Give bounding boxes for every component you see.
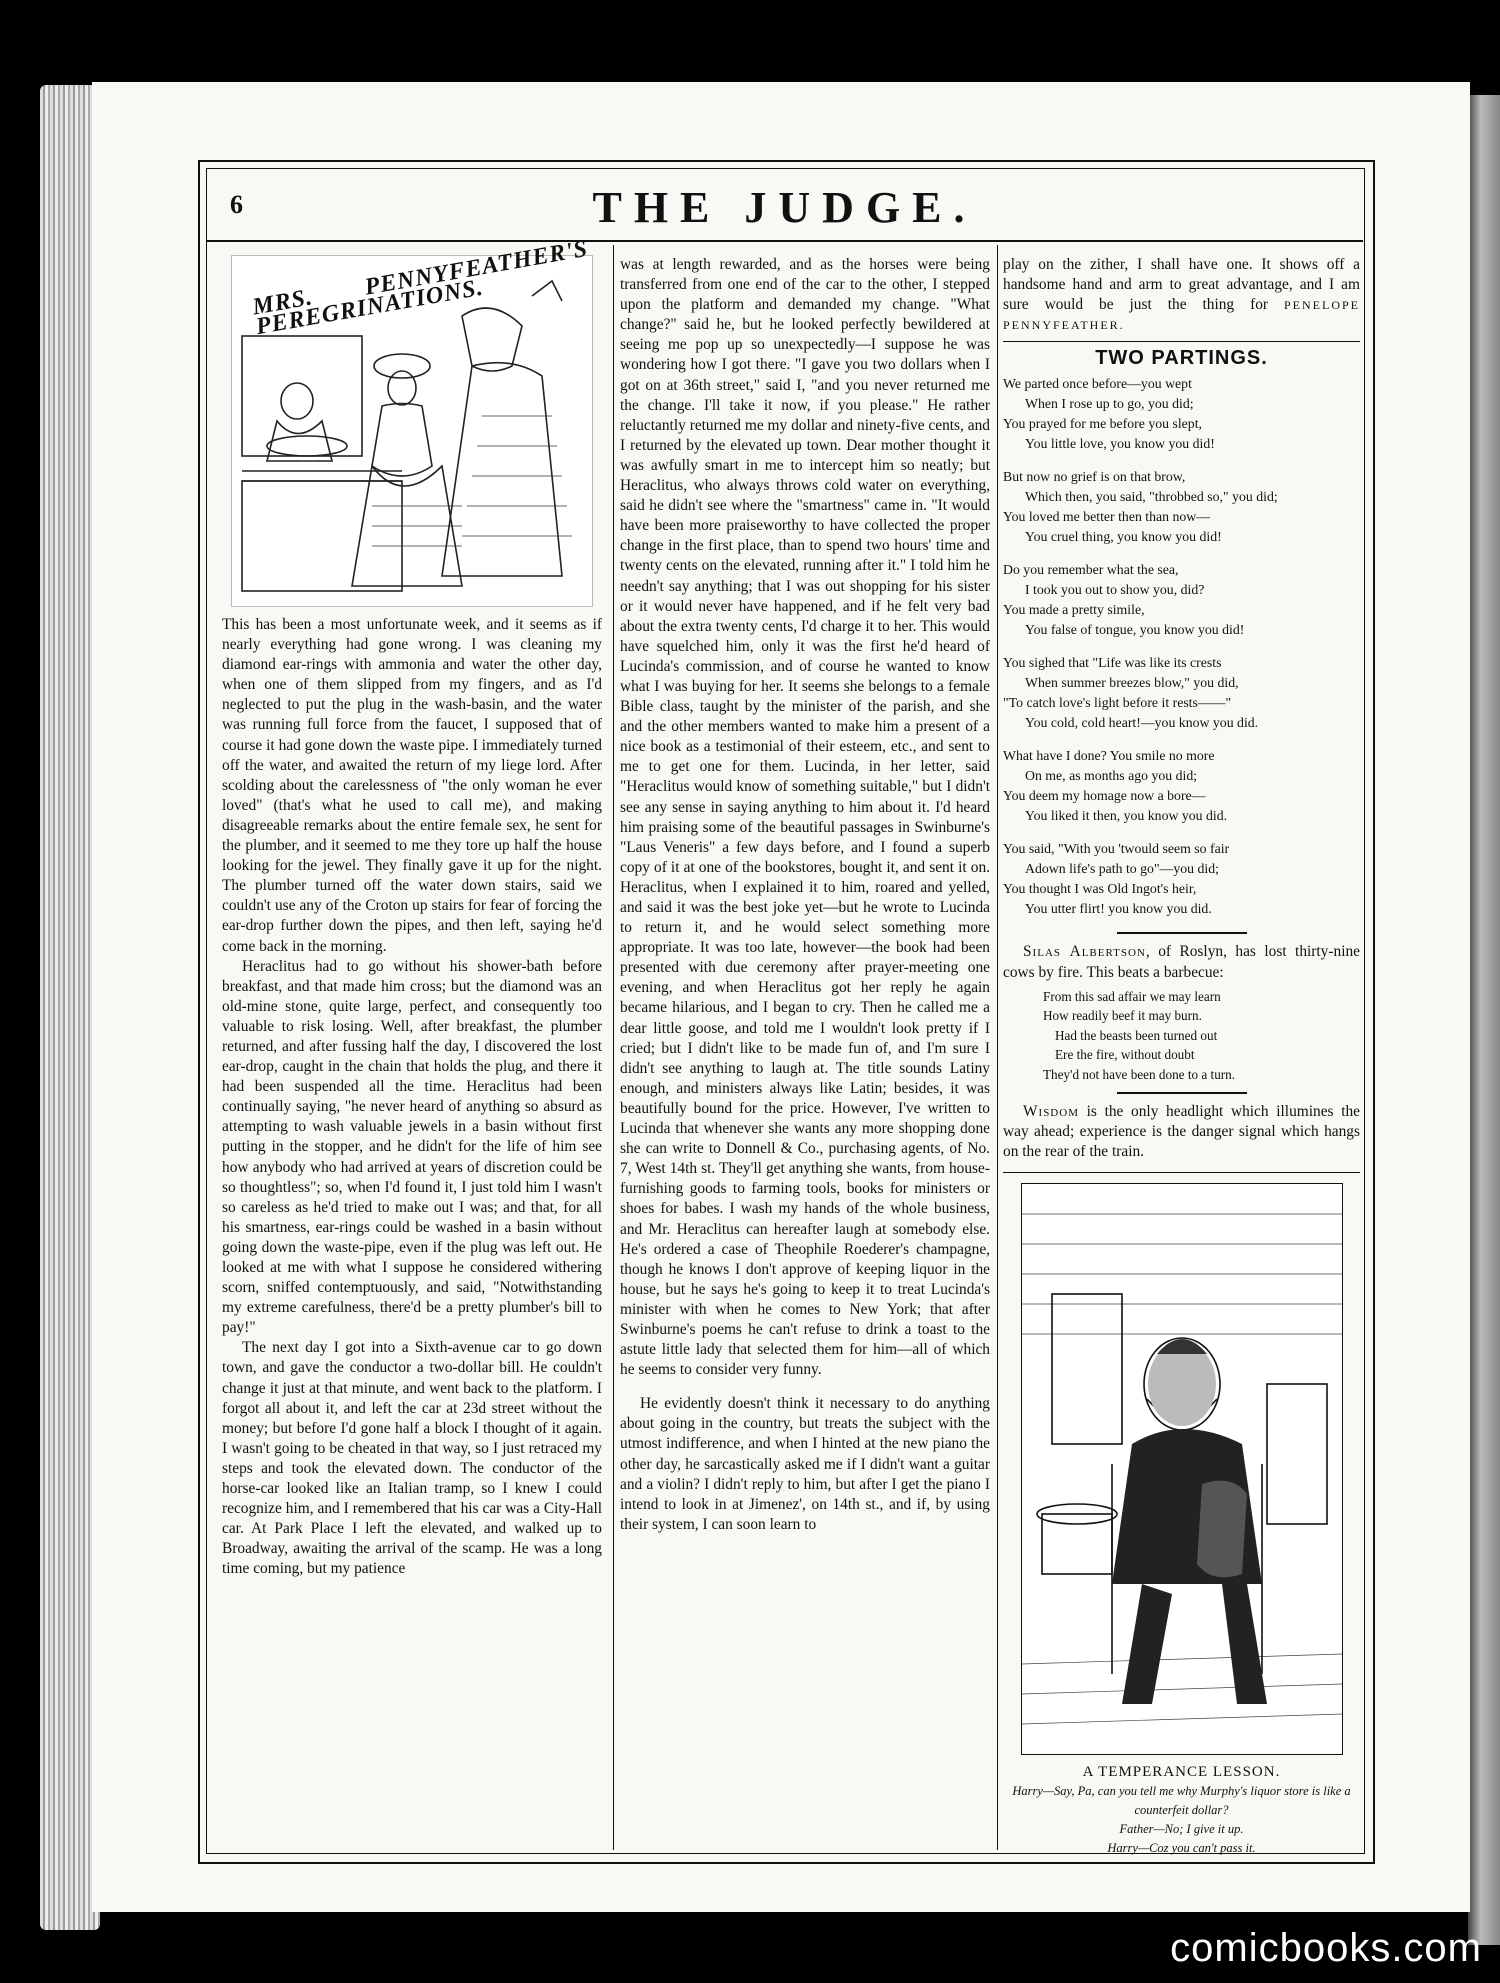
illustration-title: MRS. PENNYFEATHER'S PEREGRINATIONS. bbox=[250, 235, 590, 341]
poem-line: When summer breezes blow," you did, bbox=[1025, 675, 1239, 691]
poem-line: You sighed that "Life was like its crests bbox=[1003, 655, 1222, 671]
poem-line: When I rose up to go, you did; bbox=[1025, 396, 1194, 412]
section-rule bbox=[1117, 932, 1247, 934]
poem-line: You made a pretty simile, bbox=[1003, 602, 1145, 618]
book-binding-edge bbox=[40, 85, 100, 1930]
site-watermark: comicbooks.com bbox=[1170, 1926, 1482, 1970]
verse-line: They'd not have been done to a turn. bbox=[1043, 1066, 1236, 1082]
poem-line: Which then, you said, "throbbed so," you did; bbox=[1025, 489, 1278, 505]
poem-stanza bbox=[1003, 467, 1360, 547]
signature: PENELOPE PENNYFEATHER. bbox=[1003, 298, 1360, 333]
poem-stanza bbox=[1003, 746, 1360, 826]
paragraph-text: , of Roslyn, has lost thirty-nine cows by fire. This beats a barbecue: bbox=[1003, 943, 1361, 981]
paragraph bbox=[1003, 942, 1360, 982]
verse-line: How readily beef it may burn. bbox=[1043, 1008, 1202, 1024]
poem-line: You liked it then, you know you did. bbox=[1025, 808, 1228, 824]
column-divider-1 bbox=[613, 245, 614, 1850]
cartoon-caption bbox=[1003, 1763, 1360, 1858]
column-1 bbox=[222, 235, 602, 1580]
poem-line: "To catch love's light before it rests——" bbox=[1003, 695, 1232, 711]
paragraph: was at length rewarded, and as the horses were being transferred from one end of the car to the other, I stepped upon the platform and demanded my change. "What change?" said he, but he looked perfectly bewildered at seeing me pop up so unexpectedly—I suppose he was wondering how I got there. "I gave you two dollars when I got on at 36th street," said I, "and you never returned me the change. I'll take it now, if you please." He rather reluctantly returned me my dollar and ninety-five cents, and I returned by the elevated up town. Dear mother thought it was awfully smart in me to intercept him so neatly; but Heraclitus, who always throws cold water on everything, said he didn't see where the "smartness" came in. "It would have been more praiseworthy to have collected the proper change in the first place, than to spend two hours' time and twenty cents on the elevated, running after it." I told him he needn't say anything; that I was out shopping for his sister or it would never have happened, and if he felt very bad about the extra twenty cents, I'd charge it to her. This would have squelched him, only it was the first he'd heard of Lucinda's commission, and of course he wanted to know what I was buying for her. It seems she belongs to a female Bible class, taught by the minister of the parish, and she and the other members wanted to make him a present of a nice book as a testimonial of their esteem, etc., and sent to me to get one for them. Lucinda, in her letter, said "Heraclitus would know of something suitable," but I didn't see any sense in saying anything to him about it. I'd heard him praising some of the beautiful passages in Swinburne's "Laus Veneris" a few days before, and I found a superb copy of it at one of the bookstores, bought it, and sent it on. Heraclitus, when I explained it to him, roared and yelled, and said it was the best joke yet—but he wrote to Lucinda to return it, and he would select something more appropriate. It was too late, however—the book had been presented with due ceremony after prayer-meeting one evening, and when Heraclitus got her reply he again became hilarious, and I began to cry. Then he called me a dear little goose, and told me I wouldn't look pretty if I cried; but I didn't like to be made fun of, and I'm sure I didn't see anything to laugh at. The title sounds Latiny enough, and ministers always like Latin; besides, it was beautifully bound for the price. However, I've written to Lucinda that whenever she wants any more shopping done she can write to Donnell & Co., purchasing agents, of No. 7, West 14th st. They'll get anything she wants, from house-furnishing goods to farming tools, books for ministers or shoes for babes. I wash my hands of the whole business, and Mr. Heraclitus can hereafter laugh at somebody else. He's ordered a case of Theophile Roederer's champagne, though he knows I don't approve of keeping liquor in the house, but he says he's going to keep it to treat Lucinda's minister with when he comes to New York; that after Swinburne's poems he can't refuse to drink a toast to the astute little lady that selected them for him—all of which he seems to consider very funny. bbox=[620, 256, 990, 1379]
section-rule bbox=[1003, 341, 1360, 342]
cartoon-drawing bbox=[1022, 1184, 1342, 1754]
masthead-rule bbox=[206, 240, 1363, 242]
page-number: 6 bbox=[230, 190, 243, 219]
verse-line: Had the beasts been turned out bbox=[1055, 1027, 1218, 1043]
paragraph bbox=[1003, 255, 1360, 335]
poem-line: Adown life's path to go"—you did; bbox=[1025, 861, 1219, 877]
temperance-cartoon bbox=[1021, 1183, 1343, 1755]
facing-page-edge bbox=[1468, 95, 1500, 1945]
pennyfeather-illustration bbox=[231, 235, 593, 607]
poem-title: TWO PARTINGS. bbox=[1095, 347, 1268, 370]
poem-line: We parted once before—you wept bbox=[1003, 376, 1192, 392]
poem-line: What have I done? You smile no more bbox=[1003, 748, 1215, 764]
poem-line: You little love, you know you did! bbox=[1025, 436, 1215, 452]
poem-line: You deem my homage now a bore— bbox=[1003, 788, 1206, 804]
caption-line: Harry—Coz you can't pass it. bbox=[1107, 1841, 1256, 1856]
paragraph: This has been a most unfortunate week, and it seems as if nearly everything had gone wrong. I was cleaning my diamond ear-rings with ammonia and water the other day, when one of them slipped from my fingers, and as I'd neglected to put the plug in the wash-basin, and the water was running full force from the faucet, I supposed that of course it had gone down the waste pipe. I immediately turned off the water, and awaited the return of my liege lord. After scolding about the carelessness of "the only woman he ever loved" (that's what he used to call me), and making disagreeable remarks about the entire female sex, he sent for the plumber, and it seemed to me they tore up half the house looking for the jewel. They finally gave it up for the night. The plumber turned off the water down stairs, said we couldn't use any of the Croton up stairs for fear of forcing the ear-drop further down the pipes, and then left, saying he'd come back in the morning. bbox=[222, 616, 602, 955]
lead-word: Wisdom bbox=[1023, 1103, 1079, 1121]
verse-line: Ere the fire, without doubt bbox=[1055, 1047, 1195, 1063]
poem-line: You thought I was Old Ingot's heir, bbox=[1003, 881, 1197, 897]
limerick bbox=[1003, 987, 1360, 1085]
column-divider-2 bbox=[997, 245, 998, 1850]
poem-line: On me, as months ago you did; bbox=[1025, 768, 1198, 784]
paragraph: Heraclitus had to go without his shower-bath before breakfast, and that made him cross; but the diamond was an old-mine stone, quite large, perfect, and consequently too valuable to risk losing. Well, after breakfast, the plumber returned, and after fussing half the day, I discovered the lost ear-drop, caught in the chain that holds the plug, and there it had been suspended all the time. Heraclitus had been continually saying, "he never heard of anything so absurd as attempting to wash valuable jewels in a basin without first putting in the stopper, and he didn't for the life of him see how anybody who had arrived at years of discretion could be so thoughtless"; so, when I'd found it, I just told him I wasn't so careless as he'd tried to make out I was; and that, for all his smartness, ear-rings could be washed in a basin without going down the waste-pipe, even if the plug was left out. He looked at me with what I suppose he considered withering scorn, sniffed contemptuously, and said, "Notwithstanding my extreme carefulness, there'd be a pretty plumber's bill to pay!" bbox=[222, 957, 602, 1337]
caption-line: Father—No; I give it up. bbox=[1119, 1822, 1244, 1837]
poem-line: You cruel thing, you know you did! bbox=[1025, 529, 1222, 545]
column-3 bbox=[1003, 255, 1360, 1858]
column-2 bbox=[620, 255, 990, 1535]
section-rule bbox=[1117, 1092, 1247, 1094]
paragraph: He evidently doesn't think it necessary to do anything about going in the country, but treats the subject with the utmost indifference, and when I hinted at the new piano the other day, he sarcastically asked me if I didn't want a guitar and a violin? I didn't reply to him, but after I get the piano I intend to look in at Jimenez', on 14th st., and if, by using their system, I can soon learn to bbox=[620, 1395, 990, 1533]
lead-name: Silas Albertson bbox=[1023, 943, 1146, 961]
poem-line: You prayed for me before you slept, bbox=[1003, 416, 1202, 432]
section-rule bbox=[1003, 1172, 1360, 1173]
poem-line: You false of tongue, you know you did! bbox=[1025, 622, 1245, 638]
poem-line: You loved me better then than now— bbox=[1003, 509, 1211, 525]
poem-line: I took you out to show you, did? bbox=[1025, 582, 1205, 598]
cartoon-title: A TEMPERANCE LESSON. bbox=[1082, 1764, 1281, 1781]
caption-line: Harry—Say, Pa, can you tell me why Murphy's liquor store is like a counterfeit dollar? bbox=[1012, 1784, 1351, 1818]
paragraph: The next day I got into a Sixth-avenue car to go down town, and gave the conductor a two-dollar bill. He couldn't change it just at that minute, and went back to the platform. I forgot all about it, and left the car at 23d street without the money; but before I'd gone half a block I thought of it again. I wasn't going to be cheated in that way, so I just retraced my steps and took the elevated down. The conductor of the horse-car looked like an Italian tramp, so I knew I could recognize him, and I remembered that his car was a City-Hall car. At Park Place I left the elevated, and walked up to Broadway, awaiting the arrival of the scamp. He was a long time coming, but my patience bbox=[222, 1339, 602, 1578]
poem-stanza bbox=[1003, 374, 1360, 454]
paragraph-text: play on the zither, I shall have one. It shows off a handsome hand and arm to great advantage, and I am sure would be just the thing for bbox=[1003, 256, 1360, 314]
poem-stanza bbox=[1003, 839, 1360, 919]
poem-line: Do you remember what the sea, bbox=[1003, 562, 1179, 578]
poem-stanza bbox=[1003, 653, 1360, 733]
paragraph bbox=[1003, 1102, 1360, 1162]
poem-line: But now no grief is on that brow, bbox=[1003, 469, 1186, 485]
paragraph-text: is the only headlight which illumines the way ahead; experience is the danger signal which hangs on the rear of the train. bbox=[1003, 1103, 1360, 1161]
masthead-title: THE JUDGE. bbox=[592, 183, 977, 232]
poem-stanza bbox=[1003, 560, 1360, 640]
verse-line: From this sad affair we may learn bbox=[1043, 988, 1221, 1004]
poem-line: You said, "With you 'twould seem so fair bbox=[1003, 841, 1230, 857]
poem-line: You utter flirt! you know you did. bbox=[1025, 901, 1212, 917]
poem-line: You cold, cold heart!—you know you did. bbox=[1025, 715, 1259, 731]
